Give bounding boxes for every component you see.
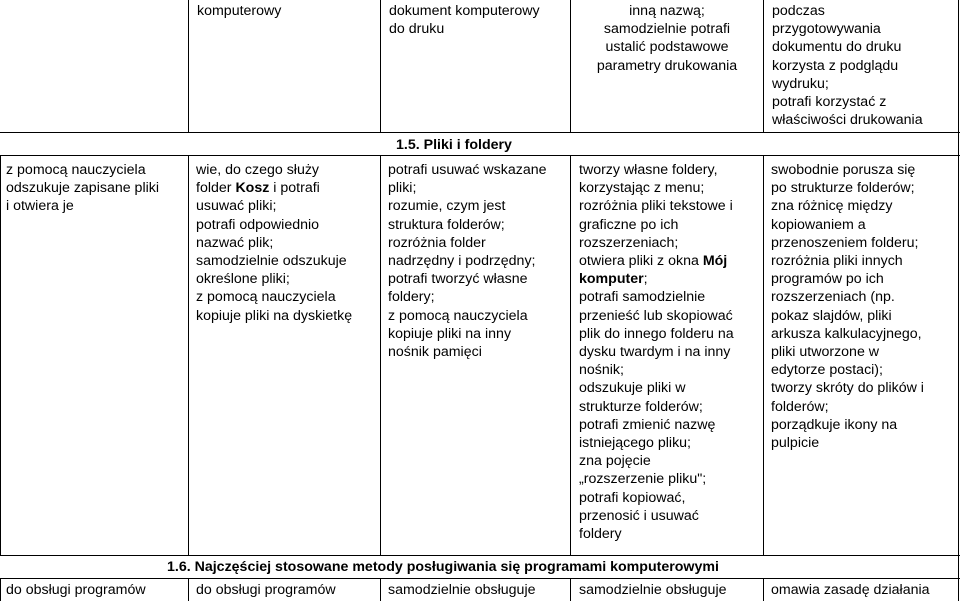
cell-line: edytorze postaci); xyxy=(771,362,883,379)
cell-line: rozumie, czym jest xyxy=(388,198,506,215)
cell-line: wydruku; xyxy=(772,75,829,92)
cell-line xyxy=(579,470,734,488)
text-fragment: rozszerzeniach; xyxy=(579,234,679,251)
bold-text: komputer xyxy=(579,271,644,288)
cell-line: folderów; xyxy=(771,398,829,415)
column-divider xyxy=(570,155,571,555)
cell-line xyxy=(579,179,734,197)
text-fragment: nośnik; xyxy=(579,362,624,379)
top-cell-col3 xyxy=(389,2,540,38)
requirements-cell-col3 xyxy=(388,161,547,361)
column-divider xyxy=(570,578,571,601)
column-divider xyxy=(763,155,764,555)
cell-line xyxy=(579,489,734,507)
cell-line xyxy=(196,179,352,197)
cell-line xyxy=(196,288,352,306)
cell-line: dokumentu do druku xyxy=(772,39,902,56)
row-divider xyxy=(0,132,960,133)
text-fragment: foldery xyxy=(579,526,622,543)
cell-line: po strukturze folderów; xyxy=(771,180,915,197)
cell-line: z pomocą nauczyciela xyxy=(388,307,528,324)
cell-line xyxy=(579,216,734,234)
text-fragment: z pomocą nauczyciela xyxy=(196,289,336,306)
text-fragment: otwiera pliki z okna xyxy=(579,253,703,270)
cell-line: pliki; xyxy=(388,180,417,197)
cell-line: nadrzędny i podrzędny; xyxy=(388,253,536,270)
text-fragment: korzystając z menu; xyxy=(579,180,705,197)
text-fragment: rozróżnia pliki tekstowe i xyxy=(579,198,733,215)
cell-line xyxy=(579,379,734,397)
cell-line: potrafi usuwać wskazane xyxy=(388,162,547,178)
cell-line: dokument komputerowy xyxy=(389,3,540,19)
cell-line xyxy=(579,288,734,306)
text-fragment: odszukuje pliki w xyxy=(579,380,686,397)
text-fragment: potrafi zmienić nazwę xyxy=(579,416,716,433)
top-cell-col5 xyxy=(772,2,923,129)
cell-line: pulpicie xyxy=(771,435,820,452)
text-fragment: dysku twardym i na inny xyxy=(579,344,731,361)
cell-line: komputerowy xyxy=(197,3,282,19)
cell-line: z pomocą nauczyciela xyxy=(6,162,146,178)
column-divider xyxy=(570,0,571,132)
cell-line: ustalić podstawowe xyxy=(605,39,729,56)
text-fragment: „rozszerzenie pliku"; xyxy=(579,471,707,488)
row-divider xyxy=(0,155,960,156)
cell-line xyxy=(579,398,734,416)
column-divider xyxy=(380,155,381,555)
cell-line: korzysta z podglądu xyxy=(772,57,899,74)
bold-text: Mój xyxy=(702,253,728,270)
cell-line xyxy=(579,434,734,452)
bottom-cell-col3: samodzielnie obsługuje xyxy=(388,582,536,598)
cell-line: rozróżnia folder xyxy=(388,234,486,251)
text-fragment: potrafi samodzielnie xyxy=(579,289,706,306)
column-divider xyxy=(188,0,189,132)
cell-line xyxy=(579,507,734,525)
cell-line: programów po ich xyxy=(771,271,884,288)
cell-line: parametry drukowania xyxy=(596,57,738,74)
text-fragment: potrafi kopiować, xyxy=(579,489,686,506)
column-divider xyxy=(763,0,764,132)
cell-line: foldery; xyxy=(388,289,435,306)
text-fragment: przenieść lub skopiować xyxy=(579,307,733,324)
text-fragment: folder xyxy=(196,180,236,197)
row-divider xyxy=(0,555,960,556)
cell-line xyxy=(196,270,352,288)
cell-line xyxy=(579,252,734,270)
text-fragment: zna pojęcie xyxy=(579,453,651,470)
cell-line: potrafi tworzyć własne xyxy=(388,271,528,288)
cell-line: tworzy skróty do plików i xyxy=(771,380,924,397)
cell-line: przenoszeniem folderu; xyxy=(771,234,919,251)
text-fragment: samodzielnie odszukuje xyxy=(196,253,347,270)
cell-line: kopiowaniem a xyxy=(771,216,866,233)
column-divider xyxy=(188,578,189,601)
cell-line xyxy=(579,197,734,215)
cell-line xyxy=(579,361,734,379)
cell-line: arkusza kalkulacyjnego, xyxy=(771,325,922,342)
text-fragment: strukturze folderów; xyxy=(579,398,703,415)
column-divider xyxy=(380,578,381,601)
cell-line xyxy=(196,197,352,215)
text-fragment: przenosić i usuwać xyxy=(579,507,699,524)
cell-line xyxy=(579,452,734,470)
top-cell-col2 xyxy=(197,2,281,20)
cell-line: i otwiera je xyxy=(6,198,74,215)
cell-line xyxy=(579,307,734,325)
cell-line: kopiuje pliki na inny xyxy=(388,325,512,342)
cell-line xyxy=(579,525,734,543)
column-divider xyxy=(0,155,1,555)
text-fragment: tworzy własne foldery, xyxy=(579,162,718,178)
column-divider xyxy=(380,0,381,132)
cell-line: pliki utworzone w xyxy=(771,344,880,361)
cell-line: swobodnie porusza się xyxy=(771,162,916,178)
text-fragment: plik do innego folderu na xyxy=(579,325,734,342)
cell-line xyxy=(579,325,734,343)
text-fragment: kopiuje pliki na dyskietkę xyxy=(196,307,353,324)
top-cell-col4 xyxy=(572,2,762,75)
bottom-cell-col1: do obsługi programów xyxy=(6,582,146,598)
cell-line xyxy=(196,307,352,325)
cell-line xyxy=(196,234,352,252)
text-fragment: potrafi odpowiednio xyxy=(196,216,320,233)
cell-line: zna różnicę między xyxy=(771,198,893,215)
cell-line: podczas xyxy=(772,3,825,19)
column-divider xyxy=(188,155,189,555)
cell-line xyxy=(579,270,734,288)
requirements-cell-col5 xyxy=(771,161,924,452)
cell-line xyxy=(579,234,734,252)
text-fragment: usuwać pliki; xyxy=(196,198,277,215)
cell-line: odszukuje zapisane pliki xyxy=(6,180,160,197)
cell-line xyxy=(196,252,352,270)
text-fragment: ; xyxy=(643,271,648,288)
bottom-cell-col5: omawia zasadę działania xyxy=(771,582,930,598)
cell-line xyxy=(579,343,734,361)
column-divider xyxy=(763,578,764,601)
cell-line: inną nazwą; xyxy=(629,3,705,19)
requirements-cell-col4 xyxy=(579,161,734,543)
text-fragment: graficzne po ich xyxy=(579,216,679,233)
text-fragment: określone pliki; xyxy=(196,271,290,288)
bottom-cell-col4: samodzielnie obsługuje xyxy=(579,582,727,598)
cell-line: pokaz slajdów, pliki xyxy=(771,307,892,324)
cell-line xyxy=(196,216,352,234)
cell-line: do druku xyxy=(389,21,445,38)
bottom-cell-col2: do obsługi programów xyxy=(196,582,336,598)
text-fragment: i potrafi xyxy=(269,180,320,197)
cell-line xyxy=(196,161,352,179)
cell-line: nośnik pamięci xyxy=(388,344,482,361)
column-divider xyxy=(958,0,959,601)
cell-line: rozróżnia pliki innych xyxy=(771,253,903,270)
cell-line: właściwości drukowania xyxy=(772,112,923,129)
text-fragment: wie, do czego służy xyxy=(196,162,320,178)
cell-line: porządkuje ikony na xyxy=(771,416,898,433)
cell-line: przygotowywania xyxy=(772,21,881,38)
column-divider xyxy=(0,578,1,601)
text-fragment: nazwać plik; xyxy=(196,234,274,251)
cell-line xyxy=(579,161,734,179)
section-title-1-6: 1.6. Najczęściej stosowane metody posługiwania się programami komputerowymi xyxy=(167,559,719,575)
cell-line: potrafi korzystać z xyxy=(772,94,887,111)
cell-line: struktura folderów; xyxy=(388,216,505,233)
requirements-cell-col1 xyxy=(6,161,159,216)
requirements-cell-col2 xyxy=(196,161,352,325)
row-divider xyxy=(0,578,960,579)
bold-text: Kosz xyxy=(235,180,270,197)
cell-line xyxy=(579,416,734,434)
cell-line: rozszerzeniach (np. xyxy=(771,289,895,306)
cell-line: samodzielnie potrafi xyxy=(603,21,731,38)
text-fragment: istniejącego pliku; xyxy=(579,435,691,452)
section-title-1-5: 1.5. Pliki i foldery xyxy=(396,137,512,153)
